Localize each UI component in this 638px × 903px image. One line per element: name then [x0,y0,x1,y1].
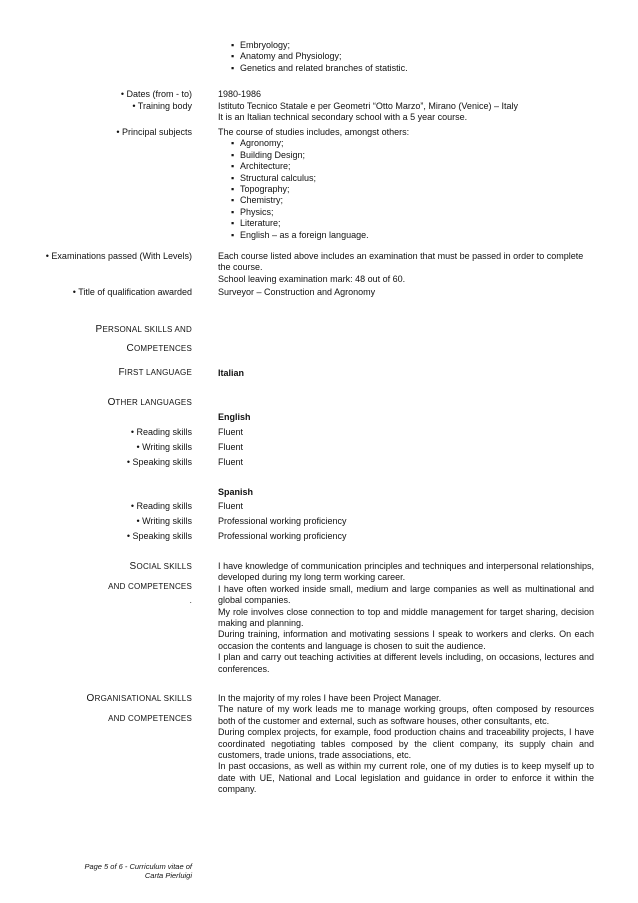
principal-subjects-label: • Principal subjects [116,127,192,137]
social-paragraph: I plan and carry out teaching activities at different levels including, on occasions, lectures and conferences. [218,652,594,674]
social-skills-label: SOCIAL SKILLS AND COMPETENCES . [108,561,192,605]
qualification-title-label: • Title of qualification awarded [72,287,192,297]
reading-skills-value: Fluent [218,427,244,437]
footer-line1: Page 5 of 6 - Curriculum vitae of [84,862,192,871]
subject-item: ▪ English – as a foreign language. [218,230,594,241]
training-body-line2: It is an Italian technical secondary school with a 5 year course. [218,112,468,123]
subjects-list [218,138,594,241]
personal-skills-heading: PERSONAL SKILLS AND COMPETENCES [95,324,192,354]
organisational-skills-label: ORGANISATIONAL SKILLS AND COMPETENCES [86,693,192,723]
principal-subjects-value [218,127,594,241]
social-skills-text [218,561,594,675]
page-footer [84,862,192,880]
language-name: English [218,412,251,422]
subjects-intro: The course of studies includes, amongst others: [218,127,410,137]
subject-item: ▪ Building Design; [218,150,594,161]
bullet-item: ▪ Genetics and related branches of statistic. [218,63,594,74]
first-language-value: Italian [218,368,245,378]
subject-item: ▪ Topography; [218,184,594,195]
organisational-paragraph: During complex projects, for example, food production chains and traceability projects, I have coordinated negotiating tables composed by the client company, its supply chain and customers, trade unions, trade associations, etc. [218,727,594,761]
organisational-skills-text [218,693,594,796]
reading-skills-value: Fluent [218,501,244,511]
organisational-paragraph: The nature of my work leads me to manage working groups, often composed by resources both of the customer and external, such as software houses, other consultants, etc. [218,704,594,726]
subject-item: ▪ Literature; [218,218,594,229]
training-body-value [218,101,594,124]
writing-skills-value: Fluent [218,442,244,452]
subject-item: ▪ Physics; [218,207,594,218]
training-body-line1: Istituto Tecnico Statale e per Geometri “Otto Marzo”, Mirano (Venice) – Italy [218,101,518,111]
bullet-item: ▪ Anatomy and Physiology; [218,51,594,62]
social-paragraph: I have knowledge of communication principles and techniques and interpersonal relationships, developed during my long term working career. [218,561,594,583]
speaking-skills-label: • Speaking skills [126,457,192,467]
dates-value: 1980-1986 [218,89,262,99]
speaking-skills-value: Professional working proficiency [218,531,347,541]
organisational-paragraph: In the majority of my roles I have been Project Manager. [218,693,442,703]
training-body-label: • Training body [132,101,192,111]
bullet-item: ▪ Embryology; [218,40,594,51]
reading-skills-label: • Reading skills [130,427,192,437]
reading-skills-label: • Reading skills [130,501,192,511]
writing-skills-label: • Writing skills [136,516,192,526]
speaking-skills-label: • Speaking skills [126,531,192,541]
footer-line2: Carta Pierluigi [144,871,192,880]
qualification-title-value: Surveyor – Construction and Agronomy [218,287,376,297]
social-paragraph: I have often worked inside small, medium and large companies as well as multinational and global companies. [218,583,594,606]
examinations-label: • Examinations passed (With Levels) [45,251,192,261]
examinations-value [218,251,594,285]
examinations-line1: Each course listed above includes an examination that must be passed in order to complete the course. [218,251,584,273]
other-languages-label: OTHER LANGUAGES [107,397,192,408]
organisational-paragraph: In past occasions, as well as within my current role, one of my duties is to keep myself up to date with UE, National and Local legislation and guidance in order to enforce it within the company. [218,761,594,795]
subject-item: ▪ Chemistry; [218,195,594,206]
subject-item: ▪ Agronomy; [218,138,594,149]
speaking-skills-value: Fluent [218,457,244,467]
social-paragraph: During training, information and motivating sessions I speak to workers and clerks. On each occasion the contents and language is chosen to suit the audience. [218,629,594,651]
writing-skills-label: • Writing skills [136,442,192,452]
subject-item: ▪ Architecture; [218,161,594,172]
top-bullet-list [218,40,594,74]
examinations-line2: School leaving examination mark: 48 out of 60. [218,273,406,284]
writing-skills-value: Professional working proficiency [218,516,347,526]
dates-label: • Dates (from - to) [120,89,192,99]
social-paragraph: My role involves close connection to top and middle management for target sharing, decision making and planning. [218,606,594,629]
subject-item: ▪ Structural calculus; [218,173,594,184]
language-name: Spanish [218,487,254,497]
first-language-label: FIRST LANGUAGE [118,367,192,378]
